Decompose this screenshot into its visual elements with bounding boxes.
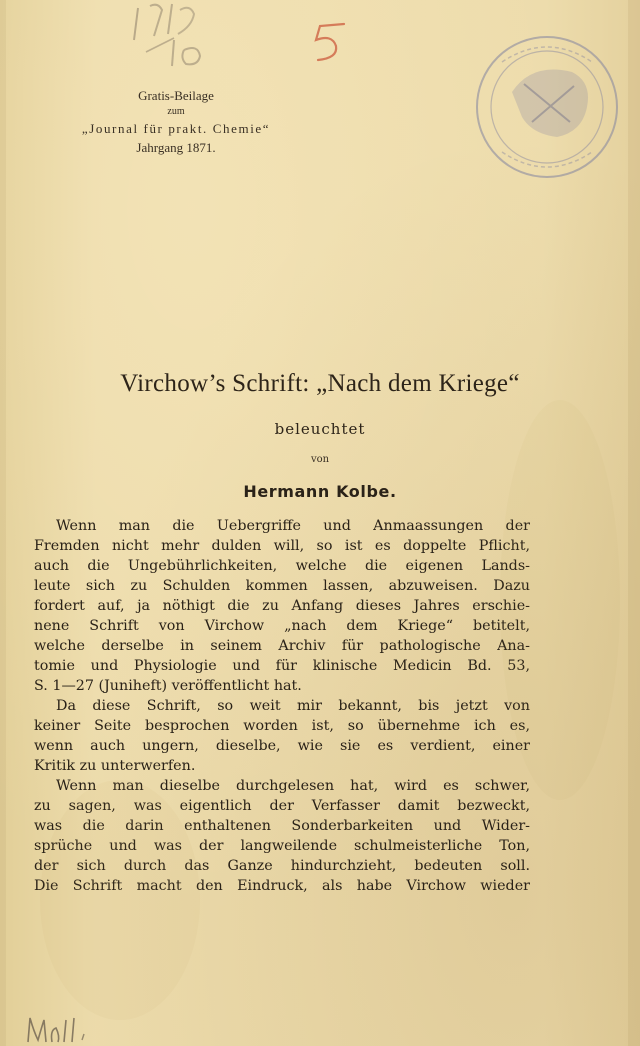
text-line: Kritik zu unterwerfen. xyxy=(34,758,196,774)
library-stamp-icon xyxy=(462,22,632,192)
text-line: keiner Seite besprochen worden ist, so übernehme ich es, xyxy=(34,718,530,734)
text-line: leute sich zu Schulden kommen lassen, abzuweisen. Dazu xyxy=(34,578,530,594)
document-title: Virchow’s Schrift: „Nach dem Kriege“ xyxy=(120,370,520,397)
supplement-year: Jahrgang 1871. xyxy=(136,140,216,155)
text-line: Die Schrift macht den Eindruck, als habe Virchow wieder xyxy=(34,878,530,894)
supplement-line-2: zum xyxy=(167,106,185,117)
text-line: Da diese Schrift, so weit mir bekannt, bis jetzt von xyxy=(56,698,530,714)
text-line: der sich durch das Ganze hindurchzieht, bedeuten soll. xyxy=(34,858,530,874)
author-name: Hermann Kolbe. xyxy=(243,482,397,501)
text-line: wenn auch ungern, dieselbe, wie sie es verdient, einer xyxy=(34,738,530,754)
text-line: was die darin enthaltenen Sonderbarkeiten und Wider- xyxy=(34,818,530,834)
text-line: Wenn man dieselbe durchgelesen hat, wird es schwer, xyxy=(56,778,530,794)
text-line: Wenn man die Uebergriffe und Anmaassungen der xyxy=(56,518,530,534)
text-line: zu sagen, was eigentlich der Verfasser damit bezweckt, xyxy=(34,798,530,814)
text-line: tomie und Physiologie und für klinische Medicin Bd. 53, xyxy=(34,658,530,674)
text-line: sprüche und was der langweilende schulmeisterliche Ton, xyxy=(34,838,530,854)
text-line: fordert auf, ja nöthigt die zu Anfang dieses Jahres erschie- xyxy=(34,598,530,614)
supplement-journal: „Journal für prakt. Chemie“ xyxy=(81,121,271,136)
text-line: S. 1—27 (Juniheft) veröffentlicht hat. xyxy=(34,678,302,694)
pencil-annotation xyxy=(128,0,218,70)
supplement-line-1: Gratis-Beilage xyxy=(138,88,214,103)
title-byline-word: von xyxy=(310,454,330,465)
red-pencil-mark xyxy=(306,18,354,64)
supplement-note xyxy=(66,86,286,157)
text-line: Fremden nicht mehr dulden will, so ist es doppelte Pflicht, xyxy=(34,538,530,554)
text-line: nene Schrift von Virchow „nach dem Kriege“ betitelt, xyxy=(34,618,530,634)
text-line: welche derselbe in seinem Archiv für pathologische Ana- xyxy=(34,638,530,654)
body-text xyxy=(34,516,530,896)
title-subtitle: beleuchtet xyxy=(274,420,366,438)
text-line: auch die Ungebührlichkeiten, welche die eigenen Lands- xyxy=(34,558,530,574)
handwritten-scribble xyxy=(20,1012,110,1046)
